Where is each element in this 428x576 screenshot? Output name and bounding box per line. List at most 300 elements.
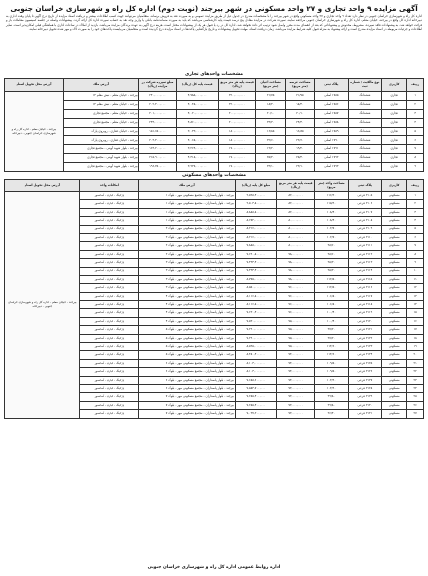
table-cell: ۲۱/۷۵ [285, 92, 314, 101]
table-cell: ۱۶۳,۲۰۰,۰۰۰ [139, 145, 177, 154]
table-cell: ۱ [407, 192, 424, 200]
table-cell: بیرجند - بلوار پاسداران - مجتمع مسکونی مهر - بلوک ۷ [139, 410, 235, 418]
table-cell: ۸,۱۱۶,۸۰۰,۰۰۰ [235, 301, 277, 309]
table-cell: مسکونی [382, 233, 407, 241]
table-cell: تجاری [382, 109, 407, 118]
residential-table [4, 179, 424, 419]
residential-header-row [5, 180, 424, 192]
table-cell: ۴ [407, 217, 424, 225]
table-cell: بیرجند - بلوار پاسداران - مجتمع مسکونی مهر - بلوک ۱ [139, 208, 235, 216]
table-cell: پارکینگ - انباری - آسانسور [80, 410, 139, 418]
table-cell: تجاری [382, 118, 407, 127]
table-cell: ۳,۲۶۴,۰۰۰,۰۰۰ [176, 145, 218, 154]
table-row [5, 118, 424, 127]
table-cell: ۱۷۸۵ اصلی [315, 92, 349, 101]
table-cell: ۱۱۴/۶۰ [315, 343, 349, 351]
table-cell: ۲۰۱,۰۰۰,۰۰۰ [139, 109, 177, 118]
table-cell: ۱۷۹۱ اصلی [315, 145, 349, 154]
table-cell: ۷۶,۰۰۰,۰۰۰ [277, 309, 315, 317]
table-cell: بیرجند - خیابان غفاری - روبروی پارک [63, 127, 138, 136]
table-cell: ۲۴۳,۰۰۰,۰۰۰ [139, 118, 177, 127]
table-cell: ۲۰۰,۰۰۰,۰۰۰ [218, 118, 256, 127]
table-cell: تجاری [382, 100, 407, 109]
table-cell: بیرجند - بلوار پاسداران - مجتمع مسکونی مهر - بلوک ۲ [139, 250, 235, 258]
table-cell: پارکینگ - انباری - آسانسور [80, 343, 139, 351]
table-cell: ۲۱۱۴ فرعی [348, 267, 382, 275]
table-row [5, 127, 424, 136]
table-cell: پارکینگ - انباری - آسانسور [80, 192, 139, 200]
table-cell: پارکینگ - انباری - آسانسور [80, 359, 139, 367]
column-header: آدرس محل تحویل اسناد [5, 79, 64, 92]
table-cell: ششدانگ [348, 163, 382, 172]
table-cell: ۷۳,۰۰۰,۰۰۰ [277, 385, 315, 393]
table-cell: ۲۴/۳۰ [256, 118, 285, 127]
table-cell: بیرجند - بلوار شهید آوینی - مجتمع تجاری [63, 145, 138, 154]
table-cell: پارکینگ - انباری - آسانسور [80, 326, 139, 334]
column-header: آدرس ملک [63, 79, 138, 92]
table-cell: ۸,۶۷۲,۰۰۰,۰۰۰ [235, 217, 277, 225]
delivery-address-cell: بیرجند - خیابان معلم - اداره کل راه و شهرسازی خراسان جنوبی - دبیرخانه [5, 192, 80, 419]
table-cell: مسکونی [382, 284, 407, 292]
table-row [5, 163, 424, 172]
table-cell: ۷۴,۰۰۰,۰۰۰ [277, 376, 315, 384]
table-cell: ۱۷۰,۰۰۰,۰۰۰ [218, 154, 256, 163]
table-cell: بیرجند - خیابان معلم - نبش معلم ۱۳ [63, 92, 138, 101]
table-cell: ۲۱۲۹ فرعی [348, 393, 382, 401]
residential-section-title: مشخصات واحدهای مسکونی [182, 173, 246, 179]
table-cell: ۷۸,۰۰۰,۰۰۰ [277, 250, 315, 258]
table-row [5, 109, 424, 118]
table-cell: ۲۲/۶۰ [285, 136, 314, 145]
table-cell: بیرجند - بلوار پاسداران - مجتمع مسکونی مهر - بلوک ۴ [139, 309, 235, 317]
table-cell: ۲۴/۳۰ [285, 118, 314, 127]
table-cell: ۷۸,۰۰۰,۰۰۰ [277, 267, 315, 275]
table-cell: ۷ [407, 242, 424, 250]
table-cell: بیرجند - خیابان معلم - مجتمع تجاری [63, 118, 138, 127]
column-header: نوع مالکیت / شماره ثبت [348, 79, 382, 92]
table-cell: مسکونی [382, 359, 407, 367]
table-cell: ۱۱۶/۲۰ [315, 192, 349, 200]
table-cell: ۱۱۴/۶۰ [315, 351, 349, 359]
table-cell: مسکونی [382, 259, 407, 267]
table-cell: پارکینگ - انباری - آسانسور [80, 368, 139, 376]
table-cell: ۱۴ [407, 301, 424, 309]
table-cell: ۲۱۳۱ فرعی [348, 410, 382, 418]
table-cell: ۲۴۰,۰۰۰,۰۰۰ [139, 92, 177, 101]
table-cell: ۱۰۰/۴۰ [315, 309, 349, 317]
table-cell: بیرجند - بلوار پاسداران - مجتمع مسکونی مهر - بلوک ۳ [139, 284, 235, 292]
table-cell: ۴,۰۴۸,۰۰۰,۰۰۰ [176, 100, 218, 109]
table-cell: ۷,۲۹۰,۰۰۰,۰۰۰ [235, 326, 277, 334]
table-cell: ۱۰۸/۴۰ [315, 217, 349, 225]
table-cell: مسکونی [382, 334, 407, 342]
table-cell: ششدانگ [348, 100, 382, 109]
table-cell: ۲۰ [407, 351, 424, 359]
table-row [5, 92, 424, 101]
table-cell: ۱۷۰,۰۰۰,۰۰۰ [218, 163, 256, 172]
table-cell: پارکینگ - انباری - آسانسور [80, 284, 139, 292]
table-cell: ۱۹/۲۰ [285, 145, 314, 154]
table-cell: ۷,۶۳۰,۴۰۰,۰۰۰ [235, 309, 277, 317]
table-cell: مسکونی [382, 385, 407, 393]
table-cell: ۹۹/۸۰ [315, 393, 349, 401]
table-cell: ۴,۰۶۸,۰۰۰,۰۰۰ [176, 136, 218, 145]
table-cell: ۸ [407, 154, 424, 163]
table-cell: پارکینگ - انباری - آسانسور [80, 225, 139, 233]
table-cell: ۱۸۰,۰۰۰,۰۰۰ [218, 136, 256, 145]
table-cell: ۲۴ [407, 385, 424, 393]
table-cell: ۱۰۹/۵۰ [315, 359, 349, 367]
table-cell: ۱۷۹۰ اصلی [315, 136, 349, 145]
table-cell: ۸ [407, 250, 424, 258]
table-cell: تجاری [382, 154, 407, 163]
table-cell: ۲۱۲۴ فرعی [348, 351, 382, 359]
table-cell: تجاری [382, 136, 407, 145]
table-cell: تجاری [382, 163, 407, 172]
table-cell: ۱۸/۴۰ [256, 100, 285, 109]
footer-signature: اداره روابط عمومی اداره کل راه و شهرسازی خراسان جنوبی [147, 565, 281, 570]
table-cell: ۱۷ [407, 326, 424, 334]
table-cell: پارکینگ - انباری - آسانسور [80, 385, 139, 393]
table-cell: ۴ [407, 118, 424, 127]
table-cell: بیرجند - بلوار پاسداران - مجتمع مسکونی مهر - بلوک ۵ [139, 343, 235, 351]
table-cell: مسکونی [382, 401, 407, 409]
table-row [5, 154, 424, 163]
table-cell: بیرجند - بلوار پاسداران - مجتمع مسکونی مهر - بلوک ۳ [139, 267, 235, 275]
table-cell: مسکونی [382, 410, 407, 418]
table-cell: بیرجند - بلوار پاسداران - مجتمع مسکونی مهر - بلوک ۳ [139, 259, 235, 267]
table-cell: مسکونی [382, 292, 407, 300]
table-cell: پارکینگ - انباری - آسانسور [80, 301, 139, 309]
table-cell: ۲۱۲۱ فرعی [348, 326, 382, 334]
table-cell: بیرجند - خیابان معلم - مجتمع تجاری [63, 109, 138, 118]
commercial-section-title: مشخصات واحدهای تجاری [184, 72, 244, 77]
table-cell: ۹۵/۳۰ [315, 267, 349, 275]
column-header: ردیف [407, 180, 424, 192]
table-cell: ۷۳,۰۰۰,۰۰۰ [277, 393, 315, 401]
table-cell: پارکینگ - انباری - آسانسور [80, 309, 139, 317]
table-cell: ۲۱۱۹ فرعی [348, 309, 382, 317]
table-cell: بیرجند - بلوار پاسداران - مجتمع مسکونی مهر - بلوک ۲ [139, 233, 235, 241]
table-cell: مسکونی [382, 217, 407, 225]
table-cell: ۲۳/۱۰ [256, 163, 285, 172]
table-cell: ۷,۲۸۵,۴۰۰,۰۰۰ [235, 393, 277, 401]
table-cell: ۷۸,۰۰۰,۰۰۰ [277, 275, 315, 283]
table-cell: ۷,۶۸۸,۶۰۰,۰۰۰ [235, 376, 277, 384]
column-header: مبلغ کل پایه (ریال) [235, 180, 277, 192]
table-cell: ۸۰,۰۰۰,۰۰۰ [277, 242, 315, 250]
table-cell: ۷۵,۰۰۰,۰۰۰ [277, 326, 315, 334]
table-cell: ۹ [407, 163, 424, 172]
table-cell: مسکونی [382, 267, 407, 275]
table-cell: مسکونی [382, 208, 407, 216]
table-cell: بیرجند - بلوار پاسداران - مجتمع مسکونی مهر - بلوک ۶ [139, 385, 235, 393]
table-cell: مسکونی [382, 200, 407, 208]
table-cell: ۶ [407, 136, 424, 145]
table-cell: ۱۹/۲۰ [256, 145, 285, 154]
table-row [5, 100, 424, 109]
table-cell: ۲۱۲۷ فرعی [348, 376, 382, 384]
table-cell: مسکونی [382, 309, 407, 317]
table-cell: پارکینگ - انباری - آسانسور [80, 376, 139, 384]
table-cell: بیرجند - بلوار شهید آوینی - مجتمع تجاری [63, 163, 138, 172]
table-cell: ۷۴,۰۰۰,۰۰۰ [277, 359, 315, 367]
commercial-table [4, 78, 424, 172]
table-cell: پارکینگ - انباری - آسانسور [80, 217, 139, 225]
table-cell: ۴,۰۲۰,۰۰۰,۰۰۰ [176, 109, 218, 118]
table-cell: پارکینگ - انباری - آسانسور [80, 233, 139, 241]
table-cell: بیرجند - بلوار پاسداران - مجتمع مسکونی مهر - بلوک ۷ [139, 401, 235, 409]
table-cell: ۹۷/۲۰ [315, 334, 349, 342]
table-cell: ۲۲ [407, 368, 424, 376]
table-cell: ۷۳,۰۰۰,۰۰۰ [277, 410, 315, 418]
table-cell: پارکینگ - انباری - آسانسور [80, 250, 139, 258]
table-cell: پارکینگ - انباری - آسانسور [80, 200, 139, 208]
table-cell: مسکونی [382, 250, 407, 258]
table-cell: ۷۸,۰۰۰,۰۰۰ [277, 259, 315, 267]
table-cell: ۷,۲۸۵,۴۰۰,۰۰۰ [235, 401, 277, 409]
table-cell: ۱۱۵/۹۰ [315, 200, 349, 208]
table-cell: بیرجند - بلوار پاسداران - مجتمع مسکونی مهر - بلوک ۵ [139, 326, 235, 334]
table-cell: بیرجند - بلوار پاسداران - مجتمع مسکونی مهر - بلوک ۴ [139, 292, 235, 300]
table-cell: ۱۶ [407, 317, 424, 325]
table-cell: ۷ [407, 145, 424, 154]
table-cell: ۷۳,۰۰۰,۰۰۰ [277, 401, 315, 409]
table-cell: بیرجند - بلوار پاسداران - مجتمع مسکونی مهر - بلوک ۲ [139, 242, 235, 250]
table-cell: ۴,۳۱۸,۰۰۰,۰۰۰ [176, 154, 218, 163]
column-header: امکانات واحد [80, 180, 139, 192]
column-header: مبلغ سپرده شرکت در مزایده (ریال) [139, 79, 177, 92]
table-cell: ۷۶,۰۰۰,۰۰۰ [277, 284, 315, 292]
table-cell: ۹ [407, 259, 424, 267]
table-cell: مسکونی [382, 326, 407, 334]
table-cell: مسکونی [382, 225, 407, 233]
table-cell: ۲ [407, 200, 424, 208]
table-cell: ۲۱۲۳ فرعی [348, 343, 382, 351]
column-header: پلاک ثبتی [315, 79, 349, 92]
table-cell: ۷۵,۰۰۰,۰۰۰ [277, 343, 315, 351]
table-cell: مسکونی [382, 368, 407, 376]
table-cell: ۹۶/۴۰ [315, 410, 349, 418]
table-cell: تجاری [382, 145, 407, 154]
table-cell: ۲۲۰,۰۰۰,۰۰۰ [218, 92, 256, 101]
table-cell: ششدانگ [348, 145, 382, 154]
commercial-header-row [5, 79, 424, 92]
table-cell: ۲۵/۴۰ [256, 154, 285, 163]
table-cell: بیرجند - بلوار پاسداران - مجتمع مسکونی مهر - بلوک ۶ [139, 368, 235, 376]
column-header: قیمت پایه کل (ریال) [176, 79, 218, 92]
table-cell: ۲۱۰۹ فرعی [348, 225, 382, 233]
table-cell: ۲۱۲۶ فرعی [348, 368, 382, 376]
table-row [5, 192, 424, 200]
table-cell: پارکینگ - انباری - آسانسور [80, 351, 139, 359]
table-cell: ۱۳ [407, 292, 424, 300]
table-cell: ۸,۲۱۶,۰۰۰,۰۰۰ [235, 225, 277, 233]
table-cell: ۹۵/۳۰ [315, 259, 349, 267]
table-cell: ۱۱۲/۵۰ [315, 275, 349, 283]
table-cell: ۲۰/۱۰ [256, 109, 285, 118]
table-cell: ۲۱۱۳ فرعی [348, 259, 382, 267]
table-cell: ۷,۴۳۳,۴۰۰,۰۰۰ [235, 267, 277, 275]
table-cell: ۹۹/۸۰ [315, 401, 349, 409]
table-cell: بیرجند - بلوار شهید آوینی - مجتمع تجاری [63, 154, 138, 163]
table-cell: ۲۱۱۸ فرعی [348, 301, 382, 309]
table-cell: ۱۰۳/۹۰ [315, 376, 349, 384]
table-cell: ۱۶/۸۵ [256, 127, 285, 136]
table-cell: بیرجند - بلوار پاسداران - مجتمع مسکونی مهر - بلوک ۱ [139, 192, 235, 200]
table-cell: ۱۰۲/۷۰ [315, 225, 349, 233]
table-cell: ۷,۵۸۴,۷۰۰,۰۰۰ [235, 385, 277, 393]
table-cell: پارکینگ - انباری - آسانسور [80, 259, 139, 267]
table-cell: ۱۷۸۷ اصلی [315, 109, 349, 118]
table-cell: ۲۱۲۰ فرعی [348, 317, 382, 325]
table-cell: بیرجند - خیابان غفاری - روبروی پارک [63, 136, 138, 145]
table-cell: بیرجند - بلوار پاسداران - مجتمع مسکونی مهر - بلوک ۴ [139, 301, 235, 309]
table-cell: ۴,۸۶۰,۰۰۰,۰۰۰ [176, 118, 218, 127]
table-cell: ۲۰۲,۴۰۰,۰۰۰ [139, 100, 177, 109]
table-cell: ۲۵ [407, 393, 424, 401]
table-cell: ۱۰۲/۷۰ [315, 233, 349, 241]
table-cell: مسکونی [382, 192, 407, 200]
table-cell: ۷,۶۹۰,۸۰۰,۰۰۰ [235, 250, 277, 258]
table-cell: ۲۱۰۶ فرعی [348, 200, 382, 208]
table-cell: ۱۰ [407, 267, 424, 275]
table-cell: ۸,۱۰۳,۰۰۰,۰۰۰ [235, 368, 277, 376]
table-cell: بیرجند - بلوار پاسداران - مجتمع مسکونی مهر - بلوک ۴ [139, 317, 235, 325]
table-cell: بیرجند - بلوار پاسداران - مجتمع مسکونی مهر - بلوک ۷ [139, 393, 235, 401]
table-cell: ۹,۵۲۸,۴۰۰,۰۰۰ [235, 192, 277, 200]
table-cell: ۹۷/۲۰ [315, 326, 349, 334]
table-cell: مسکونی [382, 351, 407, 359]
table-cell: ۵ [407, 127, 424, 136]
column-header: قیمت پایه هر متر مربع (ریال) [277, 180, 315, 192]
table-cell: ۸۲,۰۰۰,۰۰۰ [277, 200, 315, 208]
table-cell: ۷,۰۳۷,۲۰۰,۰۰۰ [235, 410, 277, 418]
table-cell: ۲۱۳۰ فرعی [348, 401, 382, 409]
auction-notice [4, 4, 424, 572]
table-cell: ۵ [407, 225, 424, 233]
table-cell: ۸,۱۰۳,۰۰۰,۰۰۰ [235, 359, 277, 367]
table-cell: ۱۷۰,۰۰۰,۰۰۰ [218, 145, 256, 154]
table-cell: ۲۱۲۸ فرعی [348, 385, 382, 393]
table-cell: تجاری [382, 92, 407, 101]
table-cell: ششدانگ [348, 136, 382, 145]
table-cell: ۳,۰۳۳,۰۰۰,۰۰۰ [176, 127, 218, 136]
table-cell: مسکونی [382, 301, 407, 309]
table-cell: ۳ [407, 208, 424, 216]
table-cell: ۶ [407, 233, 424, 241]
table-cell: پارکینگ - انباری - آسانسور [80, 401, 139, 409]
table-cell: ۷۴,۰۰۰,۰۰۰ [277, 351, 315, 359]
column-header: قیمت پایه هر متر مربع (ریال) [218, 79, 256, 92]
table-cell: ۲۱۱۷ فرعی [348, 292, 382, 300]
table-cell: ۱۸/۴۰ [285, 100, 314, 109]
table-cell: ۴,۷۸۵,۰۰۰,۰۰۰ [176, 92, 218, 101]
table-cell: ۷۶,۰۰۰,۰۰۰ [277, 301, 315, 309]
column-header: کاربری [382, 79, 407, 92]
table-cell: ۹۸/۶۰ [315, 242, 349, 250]
table-cell: پارکینگ - انباری - آسانسور [80, 242, 139, 250]
delivery-address-cell: بیرجند - خیابان معلم - اداره کل راه و شهرسازی خراسان جنوبی - دبیرخانه [5, 92, 64, 172]
table-cell: بیرجند - خیابان معلم - نبش معلم ۱۳ [63, 100, 138, 109]
table-cell: ۸۲,۰۰۰,۰۰۰ [277, 192, 315, 200]
table-cell: ۲۱۵,۹۰۰,۰۰۰ [139, 154, 177, 163]
table-cell: ۲۱/۷۵ [256, 92, 285, 101]
table-cell: ۷۵,۰۰۰,۰۰۰ [277, 334, 315, 342]
table-cell: ششدانگ [348, 127, 382, 136]
table-cell: ۲۵/۴۰ [285, 154, 314, 163]
table-cell: ۱۷۸۹ اصلی [315, 127, 349, 136]
table-cell: ۷,۲۹۰,۰۰۰,۰۰۰ [235, 334, 277, 342]
table-cell: ۱۱۲/۵۰ [315, 284, 349, 292]
table-cell: ۸,۷۷۵,۰۰۰,۰۰۰ [235, 275, 277, 283]
column-header: آدرس محل تحویل اسناد [5, 180, 80, 192]
table-cell: بیرجند - بلوار پاسداران - مجتمع مسکونی مهر - بلوک ۳ [139, 275, 235, 283]
table-cell: ۲۱۱۰ فرعی [348, 233, 382, 241]
table-cell: ۱۵۱,۶۵۰,۰۰۰ [139, 127, 177, 136]
table-cell: ۱۷۸۸ اصلی [315, 118, 349, 127]
table-cell: پارکینگ - انباری - آسانسور [80, 393, 139, 401]
table-cell: پارکینگ - انباری - آسانسور [80, 292, 139, 300]
table-cell: ۸,۲۱۶,۰۰۰,۰۰۰ [235, 233, 277, 241]
table-cell: بیرجند - بلوار پاسداران - مجتمع مسکونی مهر - بلوک ۵ [139, 351, 235, 359]
table-cell: ۲۲/۶۰ [256, 136, 285, 145]
table-cell: ۲۱۰۸ فرعی [348, 217, 382, 225]
table-cell: ۷,۴۳۳,۴۰۰,۰۰۰ [235, 259, 277, 267]
table-cell: ۷۴,۰۰۰,۰۰۰ [277, 368, 315, 376]
table-cell: پارکینگ - انباری - آسانسور [80, 208, 139, 216]
table-cell: ۷۶,۰۰۰,۰۰۰ [277, 292, 315, 300]
table-cell: ۲۱۱۶ فرعی [348, 284, 382, 292]
table-cell: ۱۰۶/۸۰ [315, 301, 349, 309]
column-header: مساحت عرصه (متر مربع) [285, 79, 314, 92]
table-cell: ۲۱۰۷ فرعی [348, 208, 382, 216]
table-cell: ۱۰۸/۴۰ [315, 208, 349, 216]
table-cell: ۱۱ [407, 275, 424, 283]
table-cell: پارکینگ - انباری - آسانسور [80, 267, 139, 275]
table-cell: ۸,۸۸۸,۸۰۰,۰۰۰ [235, 208, 277, 216]
table-cell: ۱۰۰/۴۰ [315, 317, 349, 325]
table-cell: ۲۰۳,۴۰۰,۰۰۰ [139, 136, 177, 145]
intro-text: اداره کل راه و شهرسازی خراسان جنوبی در نظر دارد تعداد ۹ واحد تجاری و ۲۷ واحد مسکونی واقع در شهر بیرجند را با مشخصات مندرج در جدول ذیل از طریق مزایده عمومی و به صورت نقد به فروش برساند. متقاضیان می‌توانند جهت کسب اطلاعات بیشتر و دریافت اسناد مزایده از تاریخ درج آگهی تا پایان وقت اداری به دبیرخانه اداره کل واقع در بیرجند، خیابان معلم، اداره کل راه و شهرسازی خراسان جنوبی مراجعه نمایند. سپرده شرکت در مزایده معادل پنج درصد قیمت پایه کارشناسی می‌باشد که باید به صورت ضمانت‌نامه بانکی یا واریز وجه نقد به حساب سپرده اداره کل ارائه گردد. پیشنهادات واصله در جلسه کمیسیون معاملات باز و قرائت خواهد شد. به پیشنهادات فاقد سپرده، مشروط، مخدوش و پیشنهاداتی که بعد از انقضای مدت مقرر واصل شود ترتیب اثر داده نخواهد شد. اداره کل در رد یا قبول هر یک از پیشنهادات مختار است. هزینه درج آگهی به عهده برندگان مزایده می‌باشد. بازدید از املاک در ساعات اداری با هماهنگی قبلی امکان‌پذیر است. سایر اطلاعات و جزئیات مربوطه در اسناد مزایده مندرج است و ارائه پیشنهاد به منزله قبول کلیه شرایط مزایده می‌باشد. زمان دریافت اسناد، مهلت تحویل پیشنهادات و تاریخ بازگشایی پاکت‌ها در اسناد مزایده درج گردیده است و متقاضیان می‌بایست پاکت‌های خود را به صورت لاک و مهر شده تحویل دبیرخانه نمایند. [6, 14, 422, 32]
table-cell: ۲۳/۱۰ [285, 163, 314, 172]
table-cell: ۲ [407, 100, 424, 109]
table-cell: بیرجند - بلوار پاسداران - مجتمع مسکونی مهر - بلوک ۱ [139, 217, 235, 225]
table-cell: ۱۷۹۲ اصلی [315, 154, 349, 163]
table-cell: پارکینگ - انباری - آسانسور [80, 317, 139, 325]
table-cell: ۳,۹۲۷,۰۰۰,۰۰۰ [176, 163, 218, 172]
table-cell: ششدانگ [348, 154, 382, 163]
column-header: پلاک ثبتی [348, 180, 382, 192]
table-cell: ۱۰۳/۹۰ [315, 385, 349, 393]
table-cell: ۱۰۶/۸۰ [315, 292, 349, 300]
table-cell: ۱۹ [407, 343, 424, 351]
table-cell: ۱۸ [407, 334, 424, 342]
table-cell: ۸۰,۰۰۰,۰۰۰ [277, 217, 315, 225]
table-cell: بیرجند - بلوار پاسداران - مجتمع مسکونی مهر - بلوک ۶ [139, 376, 235, 384]
table-cell: ۲۰/۱۰ [285, 109, 314, 118]
table-cell: بیرجند - بلوار پاسداران - مجتمع مسکونی مهر - بلوک ۵ [139, 334, 235, 342]
table-cell: ۲۶ [407, 401, 424, 409]
column-header: مساحت اعیان (متر مربع) [256, 79, 285, 92]
table-cell: ۱۶/۸۵ [285, 127, 314, 136]
table-cell: مسکونی [382, 343, 407, 351]
table-cell: مسکونی [382, 376, 407, 384]
table-cell: ۷۵,۰۰۰,۰۰۰ [277, 317, 315, 325]
table-cell: ۸۰,۰۰۰,۰۰۰ [277, 233, 315, 241]
table-cell: ۸,۵۵۰,۰۰۰,۰۰۰ [235, 284, 277, 292]
column-header: مساحت واحد (متر مربع) [315, 180, 349, 192]
